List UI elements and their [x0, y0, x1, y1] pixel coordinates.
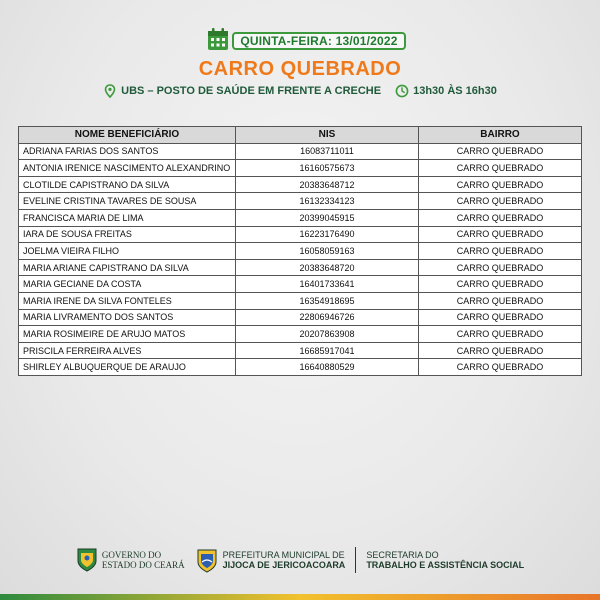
gov-line-2: ESTADO DO CEARÁ — [101, 560, 185, 570]
location-pin-icon — [103, 84, 117, 98]
cell-nis: 16354918695 — [236, 292, 419, 309]
table-row — [19, 176, 582, 193]
cell-bairro: CARRO QUEBRADO — [419, 143, 582, 160]
cell-name: EVELINE CRISTINA TAVARES DE SOUSA — [19, 193, 236, 210]
cell-name: MARIA ARIANE CAPISTRANO DA SILVA — [19, 259, 236, 276]
clock-icon — [395, 84, 409, 98]
table-row — [19, 292, 582, 309]
table-row — [19, 193, 582, 210]
sec-line-1: SECRETARIA DO — [366, 550, 439, 560]
table-row — [19, 209, 582, 226]
pref-line-2: JIJOCA DE JERICOACOARA — [222, 560, 346, 570]
cell-bairro: CARRO QUEBRADO — [419, 226, 582, 243]
cell-bairro: CARRO QUEBRADO — [419, 342, 582, 359]
cell-nis: 16223176490 — [236, 226, 419, 243]
cell-bairro: CARRO QUEBRADO — [419, 259, 582, 276]
table-row — [19, 342, 582, 359]
table-row — [19, 259, 582, 276]
cell-bairro: CARRO QUEBRADO — [419, 193, 582, 210]
table-row — [19, 143, 582, 160]
table-row — [19, 326, 582, 343]
cell-bairro: CARRO QUEBRADO — [419, 359, 582, 376]
page-title: CARRO QUEBRADO — [198, 58, 402, 80]
cell-name: MARIA IRENE DA SILVA FONTELES — [19, 292, 236, 309]
calendar-icon — [206, 26, 230, 52]
cell-name: ANTONIA IRENICE NASCIMENTO ALEXANDRINO — [19, 160, 236, 177]
cell-name: ADRIANA FARIAS DOS SANTOS — [19, 143, 236, 160]
table-row — [19, 276, 582, 293]
ceara-crest-icon — [76, 547, 98, 573]
cell-nis: 16058059163 — [236, 243, 419, 260]
secretaria-logo — [366, 550, 524, 570]
table-row — [19, 160, 582, 177]
table-row — [19, 226, 582, 243]
table-row — [19, 243, 582, 260]
cell-bairro: CARRO QUEBRADO — [419, 309, 582, 326]
cell-nis: 16401733641 — [236, 276, 419, 293]
date-banner — [0, 30, 600, 54]
cell-nis: 22806946726 — [236, 309, 419, 326]
cell-name: MARIA GECIANE DA COSTA — [19, 276, 236, 293]
cell-nis: 20207863908 — [236, 326, 419, 343]
location-line — [0, 82, 600, 100]
governo-ceara-logo — [76, 547, 185, 573]
cell-name: CLOTILDE CAPISTRANO DA SILVA — [19, 176, 236, 193]
cell-bairro: CARRO QUEBRADO — [419, 276, 582, 293]
table-row — [19, 309, 582, 326]
column-header-nis: NIS — [236, 127, 419, 144]
gov-line-1: GOVERNO DO — [101, 550, 162, 560]
footer-logos — [0, 542, 600, 578]
table-header-row — [19, 127, 582, 144]
cell-bairro: CARRO QUEBRADO — [419, 326, 582, 343]
cell-name: MARIA LIVRAMENTO DOS SANTOS — [19, 309, 236, 326]
cell-name: FRANCISCA MARIA DE LIMA — [19, 209, 236, 226]
column-header-name: NOME BENEFICIÁRIO — [19, 127, 236, 144]
footer-divider — [355, 547, 356, 573]
cell-nis: 20383648720 — [236, 259, 419, 276]
cell-bairro: CARRO QUEBRADO — [419, 209, 582, 226]
time-text: 13h30 ÀS 16h30 — [413, 85, 497, 97]
jijoca-crest-icon — [195, 547, 219, 573]
cell-name: SHIRLEY ALBUQUERQUE DE ARAUJO — [19, 359, 236, 376]
table-row — [19, 359, 582, 376]
cell-name: PRISCILA FERREIRA ALVES — [19, 342, 236, 359]
bottom-color-bar — [0, 594, 600, 600]
cell-nis: 16160575673 — [236, 160, 419, 177]
date-label: QUINTA-FEIRA: 13/01/2022 — [232, 32, 406, 50]
sec-line-2: TRABALHO E ASSISTÊNCIA SOCIAL — [366, 560, 525, 570]
cell-nis: 20383648712 — [236, 176, 419, 193]
cell-nis: 20399045915 — [236, 209, 419, 226]
cell-bairro: CARRO QUEBRADO — [419, 292, 582, 309]
prefeitura-logo — [195, 547, 346, 573]
cell-name: IARA DE SOUSA FREITAS — [19, 226, 236, 243]
cell-bairro: CARRO QUEBRADO — [419, 243, 582, 260]
cell-bairro: CARRO QUEBRADO — [419, 160, 582, 177]
cell-nis: 16640880529 — [236, 359, 419, 376]
cell-bairro: CARRO QUEBRADO — [419, 176, 582, 193]
cell-nis: 16132334123 — [236, 193, 419, 210]
cell-nis: 16685917041 — [236, 342, 419, 359]
cell-name: MARIA ROSIMEIRE DE ARUJO MATOS — [19, 326, 236, 343]
location-text: UBS – POSTO DE SAÚDE EM FRENTE A CRECHE — [121, 85, 382, 97]
cell-name: JOELMA VIEIRA FILHO — [19, 243, 236, 260]
column-header-bairro: BAIRRO — [419, 127, 582, 144]
pref-line-1: PREFEITURA MUNICIPAL DE — [222, 550, 345, 560]
cell-nis: 16083711011 — [236, 143, 419, 160]
beneficiary-table — [18, 126, 582, 376]
